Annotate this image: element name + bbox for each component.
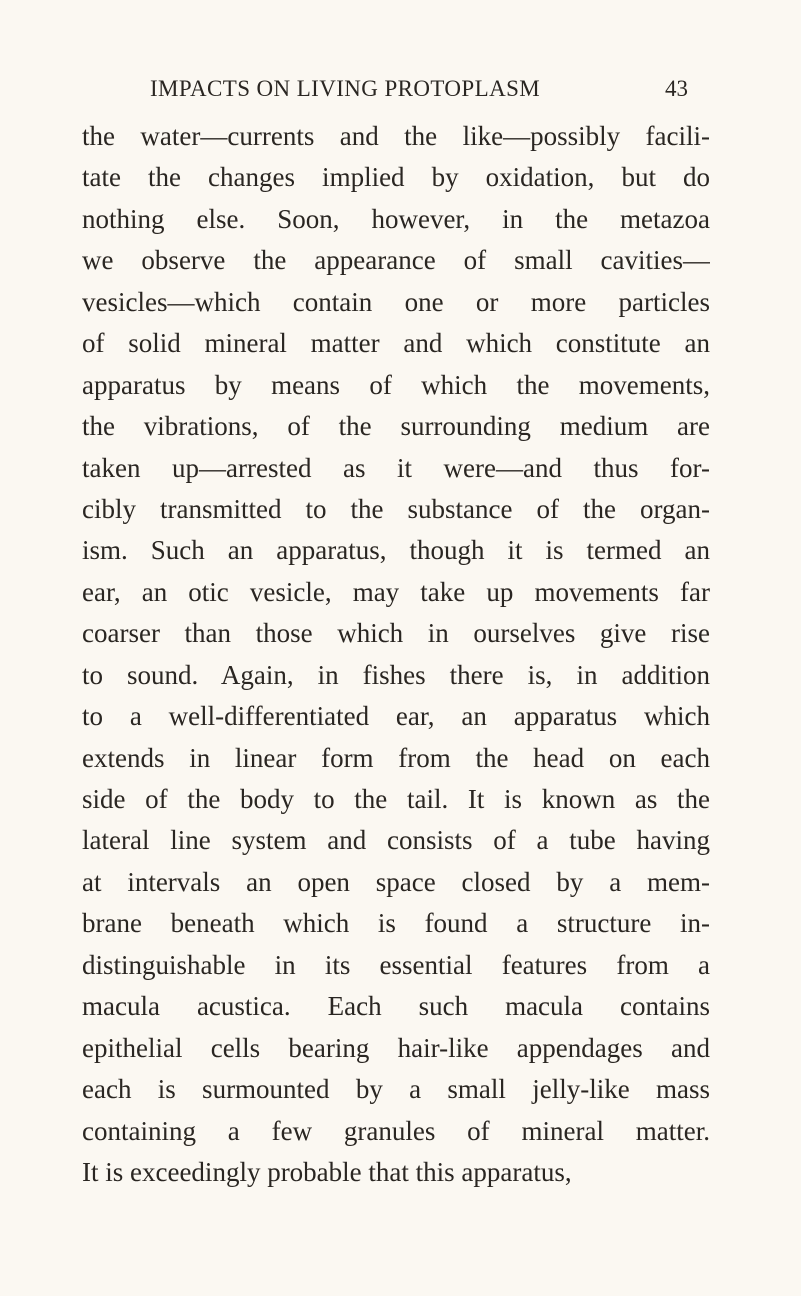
- text-line: extends in linear form from the head on each: [82, 742, 710, 773]
- text-line: macula acustica. Each such macula contains: [82, 991, 710, 1022]
- text-line: containing a few granules of mineral matter.: [82, 1115, 710, 1146]
- text-line: we observe the appearance of small cavities—: [82, 245, 710, 276]
- text-line: taken up—arrested as it were—and thus for-: [82, 452, 710, 483]
- running-head: IMPACTS ON LIVING PROTOPLASM: [150, 76, 541, 101]
- text-line: to sound. Again, in fishes there is, in addition: [82, 659, 710, 690]
- text-line: each is surmounted by a small jelly-like mass: [82, 1074, 710, 1105]
- text-line: the vibrations, of the surrounding medium are: [82, 411, 710, 442]
- text-line: brane beneath which is found a structure in-: [82, 908, 710, 939]
- text-line: distinguishable in its essential features from a: [82, 949, 710, 980]
- text-line: the water—currents and the like—possibly facili-: [82, 121, 710, 151]
- text-line: to a well-differentiated ear, an apparatus which: [82, 701, 710, 732]
- text-line: apparatus by means of which the movements,: [82, 369, 710, 400]
- text-line: at intervals an open space closed by a mem-: [82, 866, 710, 897]
- text-line: epithelial cells bearing hair-like appendages and: [82, 1032, 710, 1063]
- text-line: side of the body to the tail. It is known as the: [82, 784, 710, 814]
- text-line: of solid mineral matter and which constitute an: [82, 328, 710, 359]
- text-line: ear, an otic vesicle, may take up movements far: [82, 576, 710, 607]
- page-number: 43: [665, 76, 688, 101]
- body-text: [82, 116, 710, 1193]
- text-line: coarser than those which in ourselves give rise: [82, 618, 710, 649]
- text-line: vesicles—which contain one or more particles: [82, 286, 710, 317]
- text-line: nothing else. Soon, however, in the metazoa: [82, 203, 710, 234]
- text-line: It is exceedingly probable that this apparatus,: [82, 1156, 572, 1187]
- text-line: ism. Such an apparatus, though it is termed an: [82, 535, 710, 566]
- text-line: tate the changes implied by oxidation, but do: [82, 162, 710, 193]
- text-line: cibly transmitted to the substance of the organ-: [82, 493, 710, 524]
- text-line: lateral line system and consists of a tube having: [82, 825, 710, 856]
